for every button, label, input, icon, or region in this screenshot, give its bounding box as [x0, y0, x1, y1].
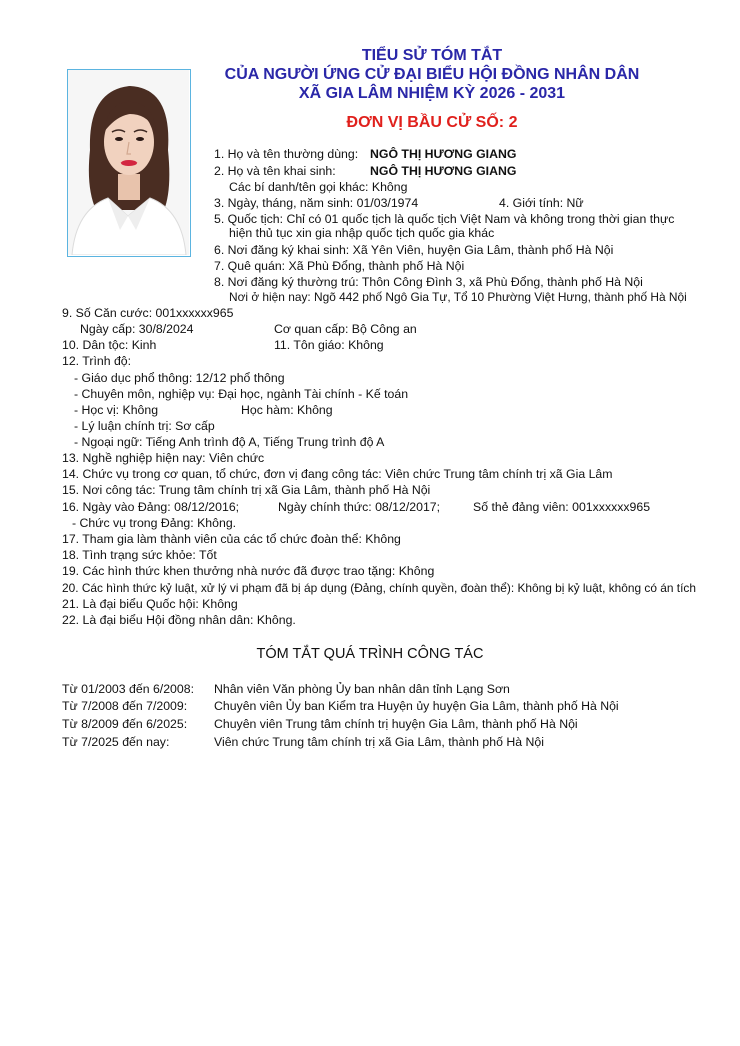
field-nationality-cont: hiện thủ tục xin gia nhập quốc tịch quốc gia khác [229, 226, 495, 240]
field-degree: - Học vị: Không [74, 403, 159, 417]
field-id-issue-date: Ngày cấp: 30/8/2024 [80, 322, 194, 336]
portrait-image [68, 70, 189, 255]
field-political-theory: - Lý luận chính trị: Sơ cấp [74, 419, 215, 433]
field-organizations: 17. Tham gia làm thành viên của các tổ chức đoàn thể: Không [62, 532, 401, 546]
career-period: Từ 01/2003 đến 6/2008: [62, 682, 194, 696]
election-unit: ĐƠN VỊ BẦU CỬ SỐ: 2 [346, 114, 518, 131]
field-dob: 3. Ngày, tháng, năm sinh: 01/03/1974 [214, 196, 419, 210]
field-occupation: 13. Nghề nghiệp hiện nay: Viên chức [62, 451, 265, 465]
field-academic-title: Học hàm: Không [241, 403, 333, 417]
field-id-issuer: Cơ quan cấp: Bộ Công an [274, 322, 417, 336]
field-party-position: - Chức vụ trong Đảng: Không. [72, 516, 237, 530]
field-birth-registration: 6. Nơi đăng ký khai sinh: Xã Yên Viên, huyện Gia Lâm, thành phố Hà Nội [214, 243, 614, 257]
field-ethnicity: 10. Dân tộc: Kinh [62, 338, 157, 352]
field-common-name-value: NGÔ THỊ HƯƠNG GIANG [370, 147, 517, 161]
field-professional: - Chuyên môn, nghiệp vụ: Đại học, ngành Tài chính - Kế toán [74, 387, 409, 401]
career-section-title: TÓM TẮT QUÁ TRÌNH CÔNG TÁC [256, 646, 484, 662]
field-hometown: 7. Quê quán: Xã Phù Đổng, thành phố Hà Nội [214, 259, 465, 273]
candidate-photo [67, 69, 191, 257]
field-birth-name-value: NGÔ THỊ HƯƠNG GIANG [370, 164, 517, 178]
field-permanent-residence: 8. Nơi đăng ký thường trú: Thôn Công Đình 3, xã Phù Đổng, thành phố Hà Nội [214, 275, 643, 289]
career-period: Từ 7/2008 đến 7/2009: [62, 699, 188, 713]
field-nationality: 5. Quốc tịch: Chỉ có 01 quốc tịch là quốc tịch Việt Nam và không trong thời gian thực [214, 212, 675, 226]
field-awards: 19. Các hình thức khen thưởng nhà nước đã được trao tặng: Không [62, 564, 435, 578]
field-common-name-label: 1. Họ và tên thường dùng: [214, 147, 359, 161]
field-national-assembly: 21. Là đại biểu Quốc hội: Không [62, 597, 238, 611]
field-education: 12. Trình độ: [62, 354, 132, 368]
field-languages: - Ngoại ngữ: Tiếng Anh trình độ A, Tiếng Trung trình độ A [74, 435, 385, 449]
field-id-number: 9. Số Căn cước: 001xxxxxx965 [62, 306, 234, 320]
career-period: Từ 8/2009 đến 6/2025: [62, 717, 188, 731]
doc-subtitle: CỦA NGƯỜI ỨNG CỬ ĐẠI BIỂU HỘI ĐỒNG NHÂN DÂN [224, 66, 640, 83]
field-discipline: 20. Các hình thức kỷ luật, xử lý vi phạm đã bị áp dụng (Đảng, chính quyền, đoàn thể): Không bị kỷ luật, không có án tích [62, 581, 696, 595]
field-alias: Các bí danh/tên gọi khác: Không [229, 180, 408, 194]
field-general-education: - Giáo dục phổ thông: 12/12 phổ thông [74, 371, 285, 385]
field-religion: 11. Tôn giáo: Không [274, 338, 384, 352]
field-current-residence: Nơi ở hiện nay: Ngõ 442 phố Ngô Gia Tự, Tổ 10 Phường Việt Hưng, thành phố Hà Nội [229, 290, 687, 304]
field-party-official-date: Ngày chính thức: 08/12/2017; [278, 500, 441, 514]
career-description: Nhân viên Văn phòng Ủy ban nhân dân tỉnh Lạng Sơn [214, 682, 510, 696]
field-position: 14. Chức vụ trong cơ quan, tổ chức, đơn vị đang công tác: Viên chức Trung tâm chính trị xã Gia Lâm [62, 467, 613, 481]
career-description: Viên chức Trung tâm chính trị xã Gia Lâm, thành phố Hà Nội [214, 735, 544, 749]
field-gender: 4. Giới tính: Nữ [499, 196, 584, 210]
field-council-member: 22. Là đại biểu Hội đồng nhân dân: Không. [62, 613, 296, 627]
career-period: Từ 7/2025 đến nay: [62, 735, 170, 749]
career-description: Chuyên viên Trung tâm chính trị huyện Gia Lâm, thành phố Hà Nội [214, 717, 578, 731]
field-birth-name-label: 2. Họ và tên khai sinh: [214, 164, 336, 178]
field-workplace: 15. Nơi công tác: Trung tâm chính trị xã Gia Lâm, thành phố Hà Nội [62, 483, 431, 497]
doc-title: TIỂU SỬ TÓM TẮT [361, 47, 503, 64]
field-party-join-date: 16. Ngày vào Đảng: 08/12/2016; [62, 500, 240, 514]
career-description: Chuyên viên Ủy ban Kiểm tra Huyện ủy huyện Gia Lâm, thành phố Hà Nội [214, 699, 619, 713]
doc-term: XÃ GIA LÂM NHIỆM KỲ 2026 - 2031 [298, 85, 566, 102]
field-health: 18. Tình trạng sức khỏe: Tốt [62, 548, 217, 562]
field-party-card: Số thẻ đảng viên: 001xxxxxx965 [473, 500, 651, 514]
